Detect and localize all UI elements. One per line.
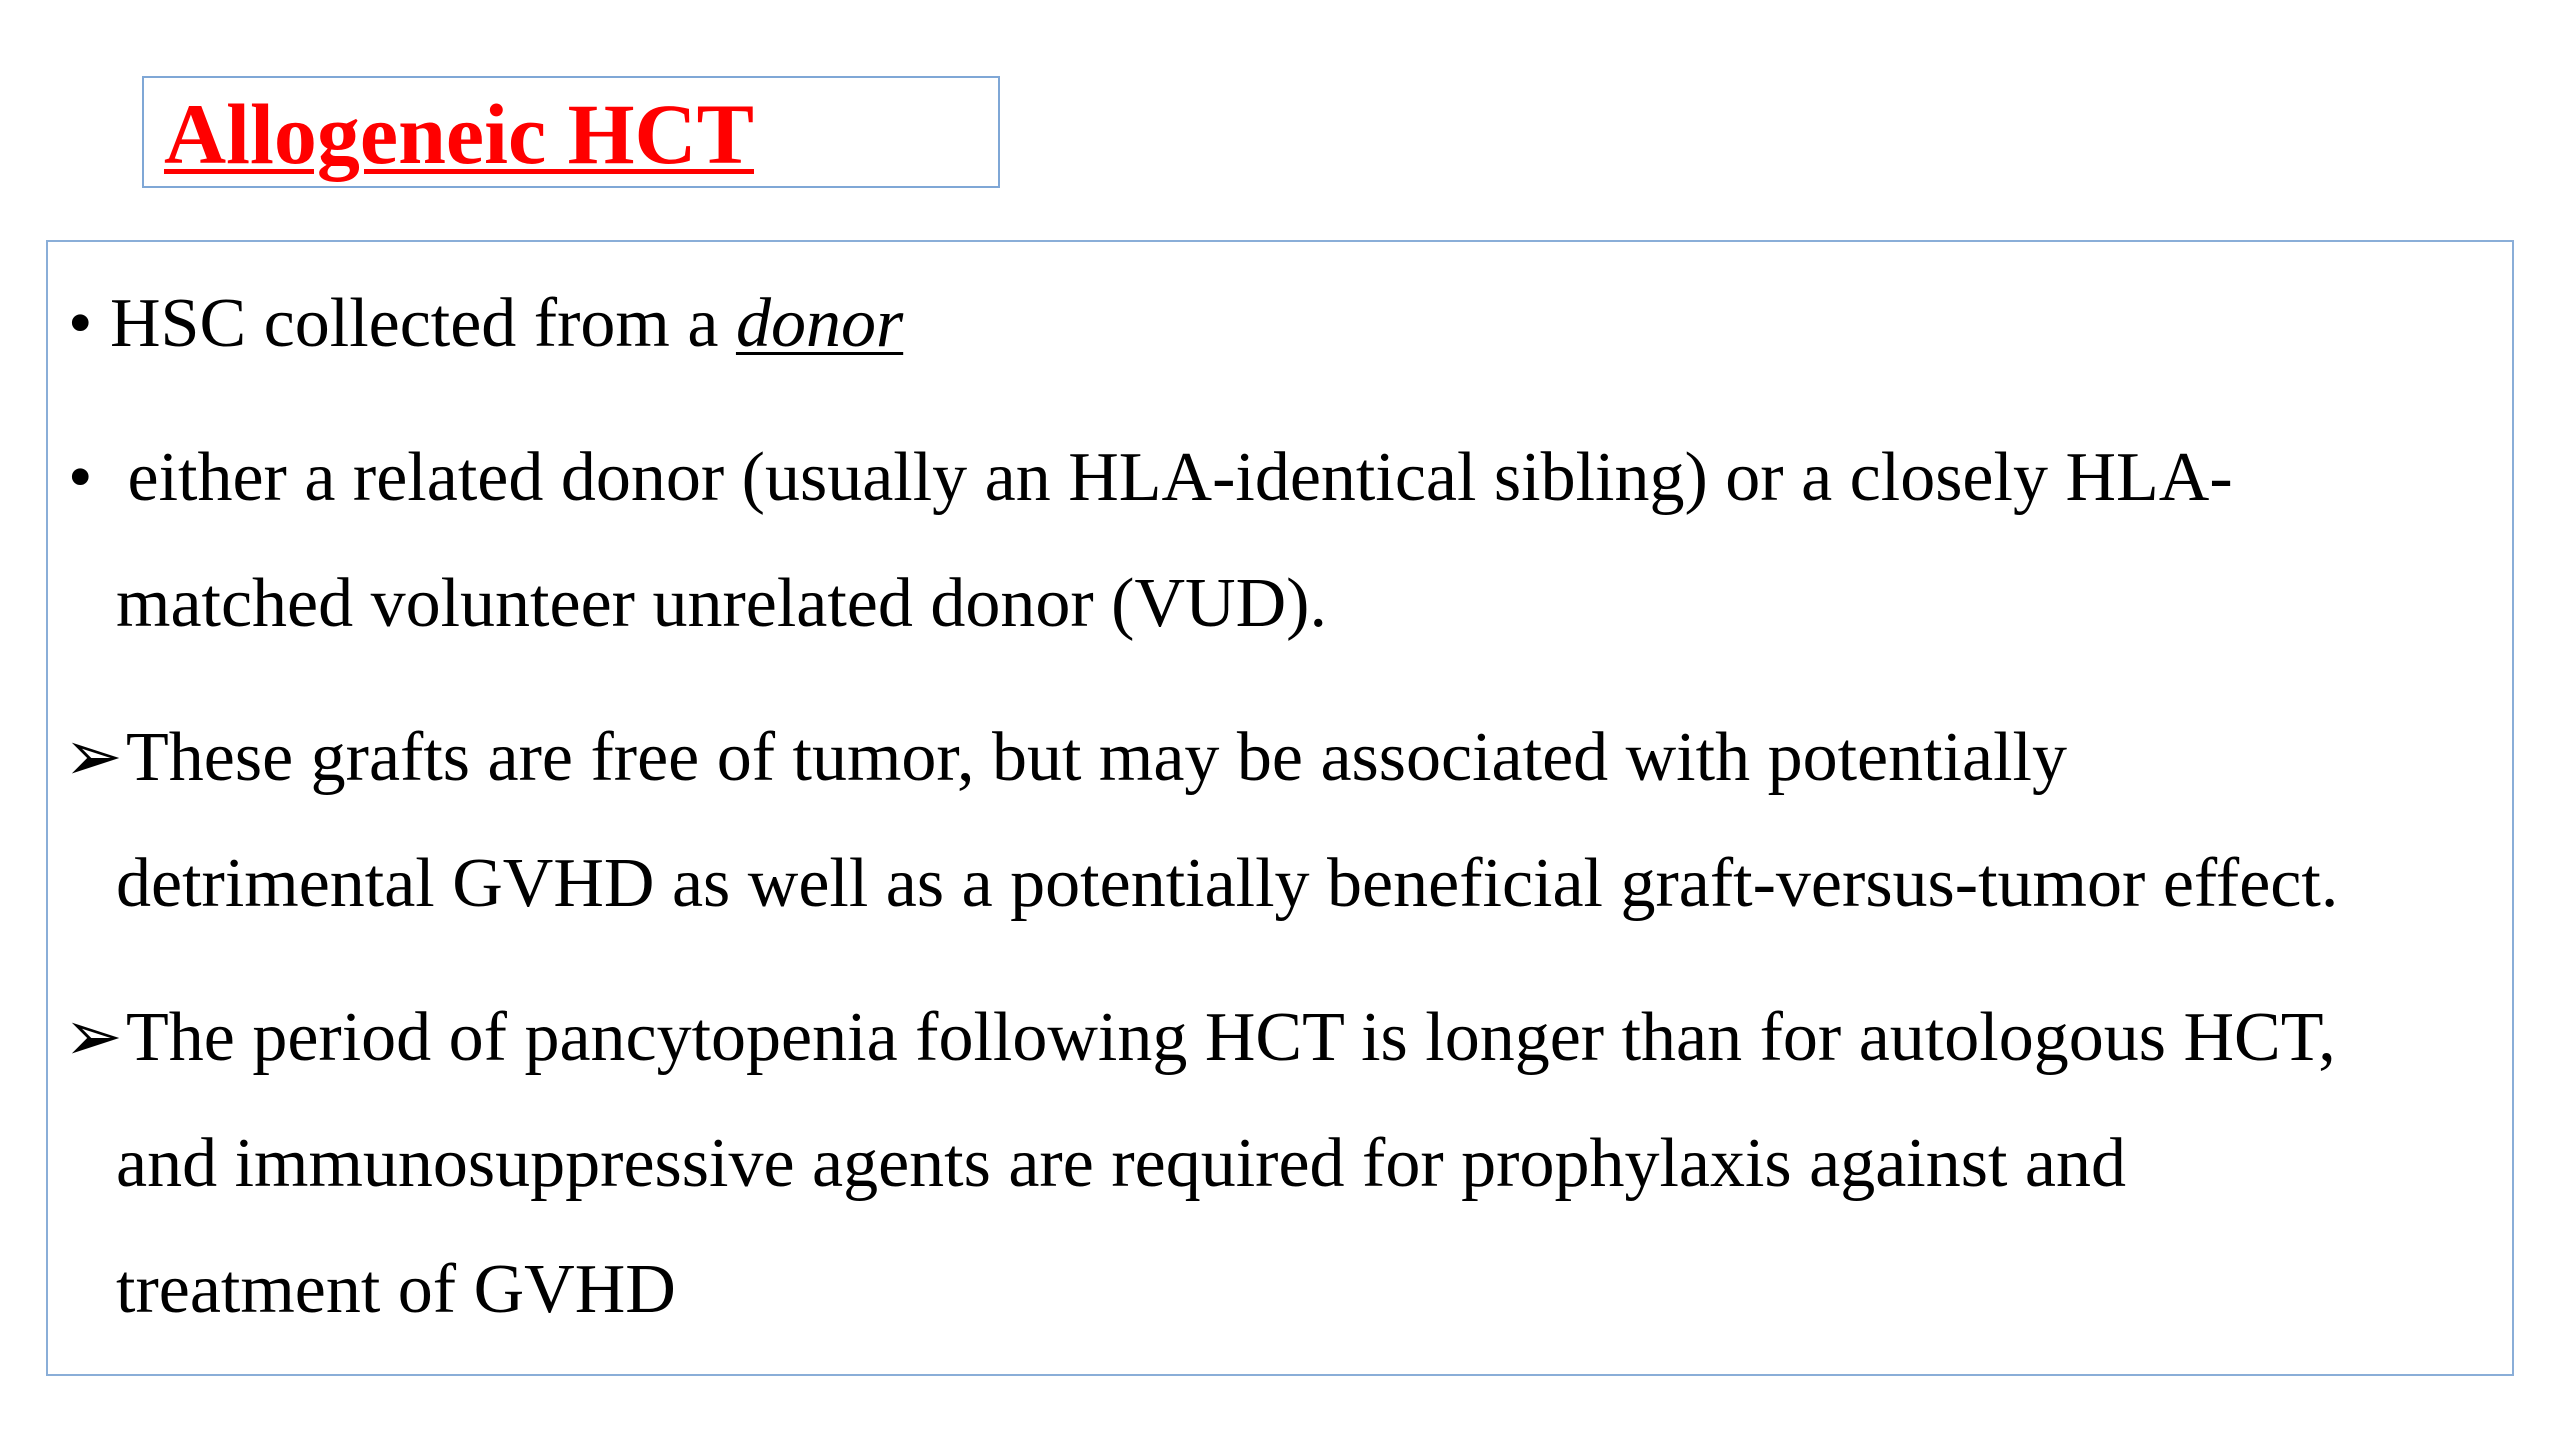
bullet-dot-icon: • (68, 285, 93, 362)
bullet-3-line-1: These grafts are free of tumor, but may be associated with potentially (126, 719, 2067, 796)
title-box (142, 76, 1000, 188)
arrowhead-bullet-icon: ➢ (64, 999, 123, 1076)
bullet-1-emphasis: donor (735, 285, 904, 362)
bullet-1-text-before: HSC collected from a (110, 285, 736, 362)
bullet-4-line-2: and immunosuppressive agents are required for prophylaxis against and (116, 1125, 2127, 1202)
bullet-4-line-1: The period of pancytopenia following HCT is longer than for autologous HCT, (126, 999, 2336, 1076)
slide-title: Allogeneic HCT (164, 86, 754, 182)
bullet-4-line-3: treatment of GVHD (116, 1251, 676, 1328)
bullet-3-line-2: detrimental GVHD as well as a potentially beneficial graft-versus-tumor effect. (116, 845, 2339, 922)
bullet-2-line-1: either a related donor (usually an HLA-identical sibling) or a closely HLA- (110, 439, 2233, 516)
bullet-dot-icon: • (68, 439, 93, 516)
content-box (46, 240, 2514, 1376)
bullet-1-text (110, 284, 903, 364)
arrowhead-bullet-icon: ➢ (64, 719, 123, 796)
bullet-2-line-2: matched volunteer unrelated donor (VUD). (116, 565, 1327, 642)
